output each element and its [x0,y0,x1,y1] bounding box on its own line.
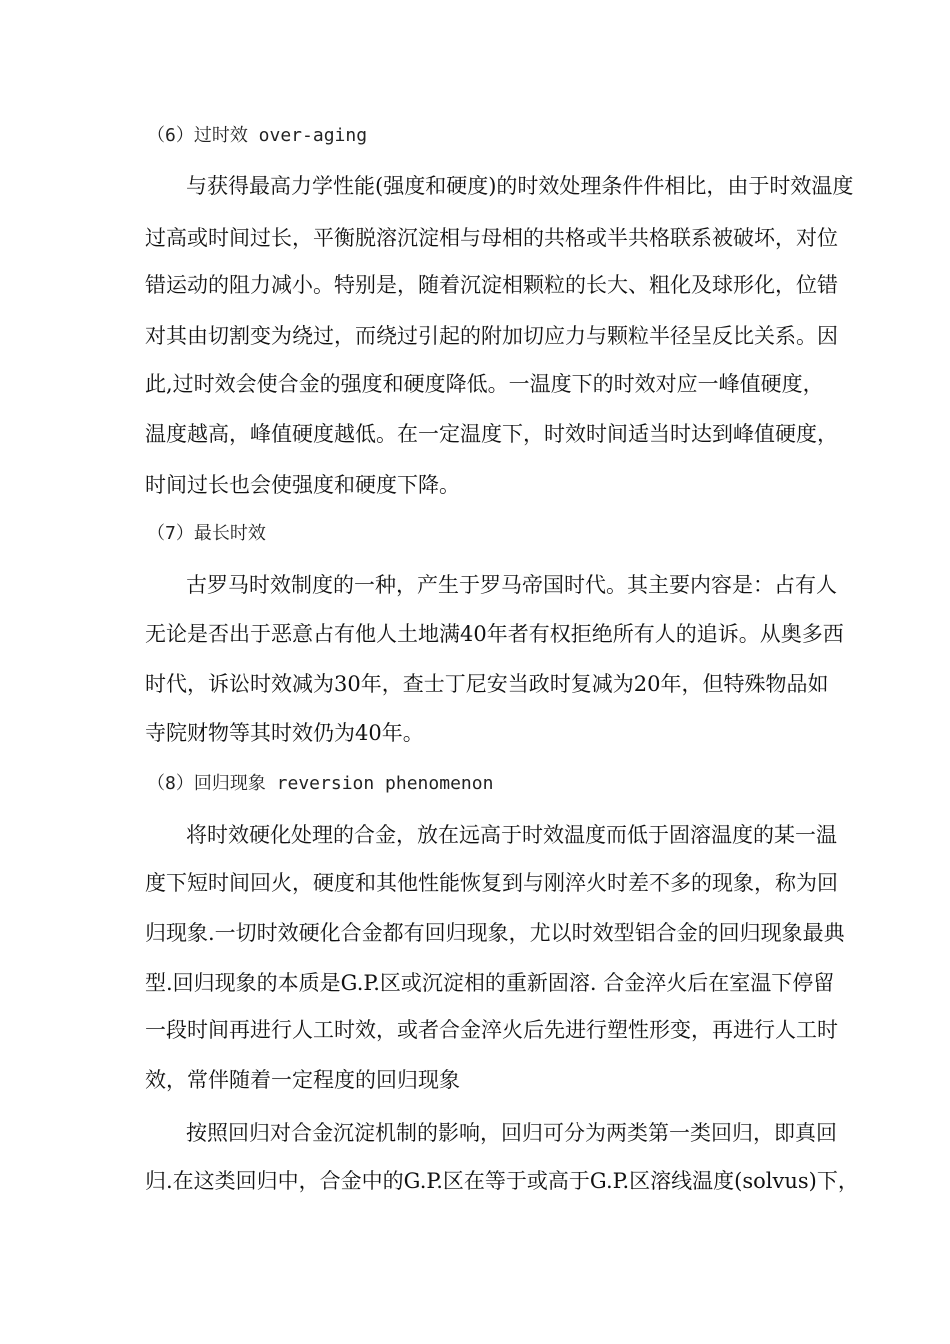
paragraph-line: 一段时间再进行人工时效，或者合金淬火后先进行塑性形变，再进行人工时 [145,1018,838,1042]
paragraph-line: 温度越高，峰值硬度越低。在一定温度下，时效时间适当时达到峰值硬度， [145,422,838,446]
paragraph-line: 无论是否出于恶意占有他人土地满40年者有权拒绝所有人的追诉。从奥多西 [145,622,844,646]
paragraph-line: 错运动的阻力减小。特别是，随着沉淀相颗粒的长大、粗化及球形化，位错 [145,273,838,297]
paragraph-line: 时代，诉讼时效减为30年，查士丁尼安当政时复减为20年，但特殊物品如 [145,672,829,696]
paragraph-line: 将时效硬化处理的合金，放在远高于时效温度而低于固溶温度的某一温 [186,823,837,847]
section-heading-reversion: （8）回归现象 reversion phenomenon [147,773,494,794]
paragraph-line: 此,过时效会使合金的强度和硬度降低。一温度下的时效对应一峰值硬度， [145,372,824,396]
paragraph-line: 时间过长也会使强度和硬度下降。 [145,473,460,497]
paragraph-line: 古罗马时效制度的一种，产生于罗马帝国时代。其主要内容是：占有人 [186,573,837,597]
paragraph-line: 与获得最高力学性能(强度和硬度)的时效处理条件件相比，由于时效温度 [186,174,854,198]
paragraph-line: 效，常伴随着一定程度的回归现象 [145,1068,460,1092]
section-heading-over-aging: （6）过时效 over-aging [147,125,368,146]
paragraph-line: 寺院财物等其时效仍为40年。 [145,721,424,745]
paragraph-line: 型.回归现象的本质是G.P.区或沉淀相的重新固溶. 合金淬火后在室温下停留 [145,971,835,995]
section-heading-longest-aging: （7）最长时效 [147,523,266,544]
paragraph-line: 过高或时间过长，平衡脱溶沉淀相与母相的共格或半共格联系被破坏，对位 [145,226,838,250]
paragraph-line: 归现象.一切时效硬化合金都有回归现象，尤以时效型铝合金的回归现象最典 [145,921,845,945]
paragraph-line: 按照回归对合金沉淀机制的影响，回归可分为两类第一类回归，即真回 [186,1121,837,1145]
paragraph-line: 度下短时间回火，硬度和其他性能恢复到与刚淬火时差不多的现象，称为回 [145,871,838,895]
paragraph-line: 归.在这类回归中，合金中的G.P.区在等于或高于G.P.区溶线温度(solvus)下， [145,1169,859,1193]
paragraph-line: 对其由切割变为绕过，而绕过引起的附加切应力与颗粒半径呈反比关系。因 [145,324,838,348]
